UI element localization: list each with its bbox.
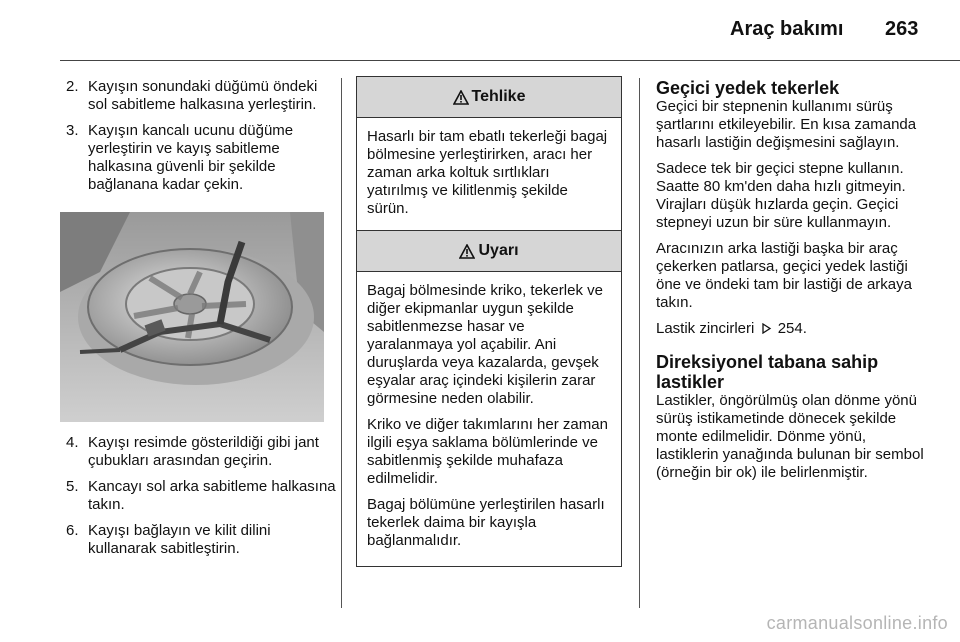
list-item [66, 434, 338, 470]
step-number: 2. [66, 78, 79, 95]
page-number: 263 [885, 18, 919, 40]
warning-triangle-icon [459, 244, 475, 259]
header-divider [60, 60, 960, 61]
danger-box-title: Tehlike [471, 88, 526, 105]
watermark: carmanualsonline.info [766, 613, 948, 633]
warning-box-text: Kriko ve diğer takımlarını her zaman ilgili eşya saklama bölümlerinde ve sabitlenmiş şekilde muhafaza edilmelidir. [367, 416, 608, 487]
chains-page-ref[interactable]: 254. [777, 320, 807, 337]
warning-box-text: Bagaj bölümüne yerleştirilen hasarlı tekerlek daima bir kayışla bağlanmalıdır. [367, 496, 605, 549]
column-divider-right [639, 78, 640, 608]
spare-wheel-photo [60, 212, 324, 422]
step-number: 3. [66, 122, 79, 139]
chains-text: Lastik zincirleri [656, 320, 755, 337]
step-number: 6. [66, 522, 79, 539]
list-item [66, 78, 338, 114]
step-text: Kayışı resimde gösterildiği gibi jant çubukları arasından geçirin. [88, 434, 319, 469]
warning-box-body [357, 272, 621, 566]
warning-box [356, 230, 622, 567]
paragraph: Aracınızın arka lastiği başka bir araç çekerken patlarsa, geçici yedek lastiği öne ve öndeki tam bir lastiği de arkaya takın. [656, 240, 912, 311]
list-item [66, 522, 338, 558]
right-column [656, 78, 926, 490]
danger-box-header [357, 77, 621, 118]
warning-triangle-icon [453, 90, 469, 105]
step-text: Kayışın sonundaki düğümü öndeki sol sabitleme halkasına yerleştirin. [88, 78, 318, 113]
section-heading-spare: Geçici yedek tekerlek [656, 78, 840, 98]
danger-box-body [357, 118, 621, 234]
column-divider-left [341, 78, 342, 608]
paragraph: Geçici bir stepnenin kullanımı sürüş şartlarını etkileyebilir. En kısa zamanda hasarlı lastiğin değişmesini sağlayın. [656, 98, 917, 151]
page-reference-icon [761, 323, 772, 334]
paragraph: Sadece tek bir geçici stepne kullanın. Saatte 80 km'den daha hızlı gitmeyin. Virajları düşük hızlarda geçin. Geçici stepneyi uzun bir süre kullanmayın. [656, 160, 906, 231]
step-text: Kayışın kancalı ucunu düğüme yerleştirin ve kayış sabitleme halkasına güvenli bir şekilde bağlanana kadar çekin. [88, 122, 294, 193]
section-heading-directional: Direksiyonel tabana sahip lastikler [656, 352, 879, 392]
header-title: Araç bakımı [730, 18, 844, 40]
steps-list-top [66, 78, 338, 202]
step-number: 4. [66, 434, 79, 451]
spare-wheel-illustration [60, 212, 324, 422]
step-text: Kayışı bağlayın ve kilit dilini kullanarak sabitleştirin. [88, 522, 271, 557]
warning-box-text: Bagaj bölmesinde kriko, tekerlek ve diğer ekipmanlar uygun şekilde sabitlenmezse hasar ve yaralanmaya yol açabilir. Ani duruşlarda veya kazalarda, gevşek eşyalar araç içindeki kişilerin zarar görmesine neden olabilir. [367, 282, 603, 407]
paragraph: Lastikler, öngörülmüş olan dönme yönü sürüş istikametinde dönecek şekilde monte edilmelidir. Dönme yönü, lastiklerin yanağında bulunan bir sembol (örneğin bir ok) ile belirlenmiştir. [656, 392, 924, 481]
warning-box-header [357, 231, 621, 272]
steps-list-bottom [66, 434, 338, 566]
step-text: Kancayı sol arka sabitleme halkasına takın. [88, 478, 336, 513]
chains-reference [656, 320, 926, 338]
list-item [66, 122, 338, 194]
step-number: 5. [66, 478, 79, 495]
warning-box-title: Uyarı [478, 242, 519, 259]
danger-box-text: Hasarlı bir tam ebatlı tekerleği bagaj bölmesine yerleştirirken, aracı her zaman arka koltuk sırtlıkları yatırılmış ve kilitlenmiş şekilde sürün. [367, 128, 608, 217]
list-item [66, 478, 338, 514]
danger-box [356, 76, 622, 235]
